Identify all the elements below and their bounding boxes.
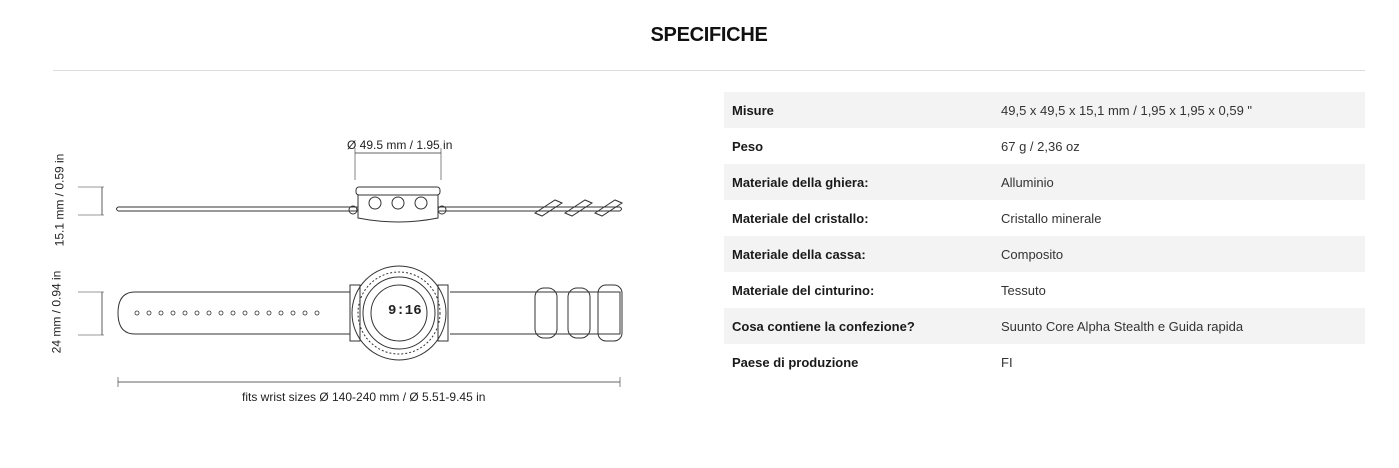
table-row <box>724 164 1365 200</box>
watch-drawing <box>40 120 660 420</box>
spec-value: Tessuto <box>1001 282 1046 298</box>
spec-table <box>724 92 1365 380</box>
spec-value: Composito <box>1001 236 1365 272</box>
thickness-label: 15.1 mm / 0.59 in <box>52 153 67 247</box>
table-row <box>724 128 1365 164</box>
spec-label: Materiale del cristallo: <box>732 210 869 226</box>
spec-label: Materiale del cinturino: <box>732 282 875 298</box>
table-row <box>724 272 1365 308</box>
spec-label: Peso <box>732 138 764 154</box>
table-row <box>724 200 1365 236</box>
table-row <box>724 308 1365 344</box>
spec-label: Paese di produzione <box>732 354 859 370</box>
table-row <box>724 236 1365 272</box>
spec-value: Cristallo minerale <box>1001 210 1102 226</box>
spec-value: 67 g / 2,36 oz <box>1001 138 1080 154</box>
spec-value: FI <box>1001 354 1013 370</box>
diameter-label: Ø 49.5 mm / 1.95 in <box>347 138 453 152</box>
table-row <box>724 344 1365 380</box>
spec-label: Misure <box>724 92 1001 128</box>
spec-value: Alluminio <box>1001 164 1365 200</box>
spec-value: 49,5 x 49,5 x 15,1 mm / 1,95 x 1,95 x 0,59 " <box>1001 92 1365 128</box>
section-divider <box>53 70 1365 71</box>
spec-label: Materiale della ghiera: <box>724 164 1001 200</box>
spec-label: Cosa contiene la confezione? <box>724 308 1001 344</box>
page-title: SPECIFICHE <box>650 24 768 46</box>
spec-label: Materiale della cassa: <box>724 236 1001 272</box>
table-row <box>724 92 1365 128</box>
spec-value: Suunto Core Alpha Stealth e Guida rapida <box>1001 308 1365 344</box>
strap-width-label: 24 mm / 0.94 in <box>49 270 64 354</box>
watch-dimension-diagram <box>40 120 660 420</box>
watch-display: 9:16 <box>388 303 422 319</box>
wrist-size-label: fits wrist sizes Ø 140-240 mm / Ø 5.51-9.45 in <box>242 390 486 404</box>
